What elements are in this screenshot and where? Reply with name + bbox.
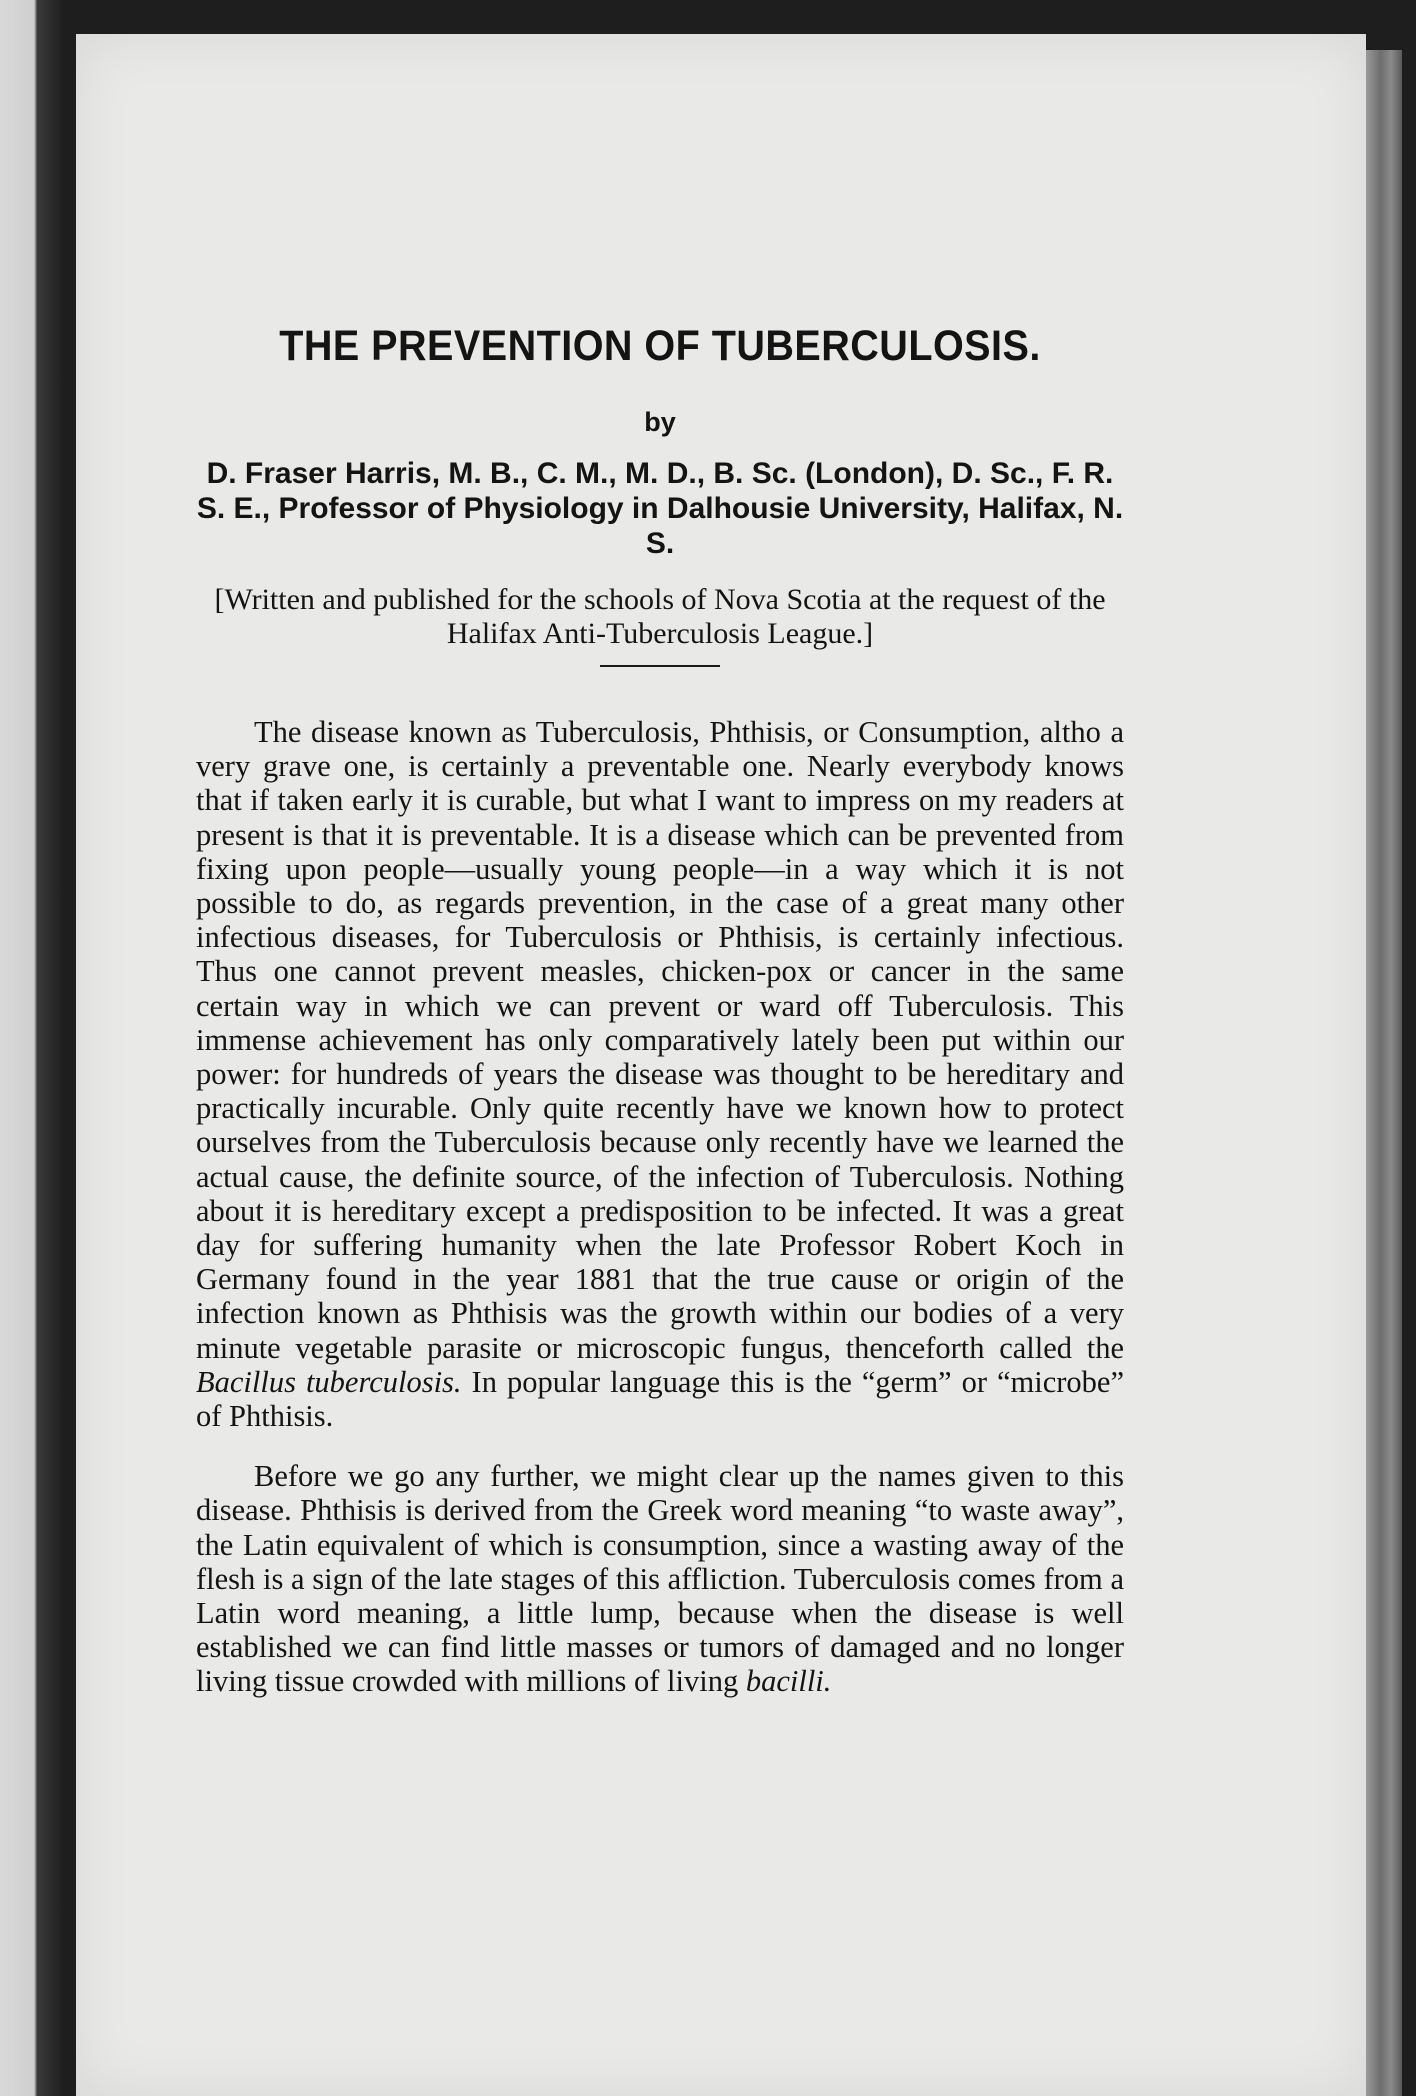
divider-rule: [600, 665, 720, 667]
body-paragraph-2: [196, 1459, 1124, 1698]
paragraph-1-text-end: In popular language this is the “germ” or “microbe” of Phthisis.: [196, 1364, 1124, 1434]
byline: by: [644, 407, 676, 437]
page-content: [196, 322, 1124, 1725]
previous-page-edge: [0, 0, 62, 2096]
paragraph-1-text: The disease known as Tuberculosis, Phthisis, or Consumption, altho a very grave one, is certainly a preventable one. Nearly everybody knows that if taken early it is curable, but what I want to impress on my readers at present is that it is preventable. It is a disease which can be prevented from fixing upon people—usually young people—in a way which it is not possible to do, as regards prevention, in the case of a great many other infectious diseases, for Tuberculosis or Phthisis, is certainly infectious. Thus one cannot prevent measles, chicken-pox or cancer in the same certain way in which we can prevent or ward off Tuberculosis. This immense achievement has only comparatively lately been put within our power: for hundreds of years the disease was thought to be hereditary and practically incurable. Only quite recently have we known how to protect ourselves from the Tuberculosis because only recently have we learned the actual cause, the definite source, of the infection of Tuberculosis. Nothing about it is hereditary except a predisposition to be infected. It was a great day for suffering humanity when the late Professor Robert Koch in Germany found in the year 1881 that the true cause or origin of the infection known as Phthisis was the growth within our bodies of a very minute vegetable parasite or microscopic fungus, thenceforth called the: [196, 715, 1124, 1365]
document-title: THE PREVENTION OF TUBERCULOSIS.: [279, 322, 1041, 370]
publication-note: [Written and published for the schools of Nova Scotia at the request of the Halifax Anti-Tuberculosis League.]: [214, 583, 1106, 650]
paragraph-2-term: bacilli.: [745, 1664, 832, 1699]
paragraph-1-term: Bacillus tuberculosis.: [196, 1364, 462, 1399]
body-paragraph-1: [196, 715, 1124, 1433]
paragraph-2-text: Before we go any further, we might clear up the names given to this disease. Phthisis is derived from the Greek word meaning “to waste away”, the Latin equivalent of which is consumption, since a wasting away of the flesh is a sign of the late stages of this affliction. Tuberculosis comes from a Latin word meaning, a little lump, because when the disease is well established we can find little masses or tumors of damaged and no longer living tissue crowded with millions of living: [196, 1459, 1124, 1699]
page-stack-edge: [1366, 50, 1402, 2096]
author-credentials: D. Fraser Harris, M. B., C. M., M. D., B. Sc. (London), D. Sc., F. R. S. E., Professor of Physiology in Dalhousie University, Halifax, N. S.: [196, 457, 1124, 560]
